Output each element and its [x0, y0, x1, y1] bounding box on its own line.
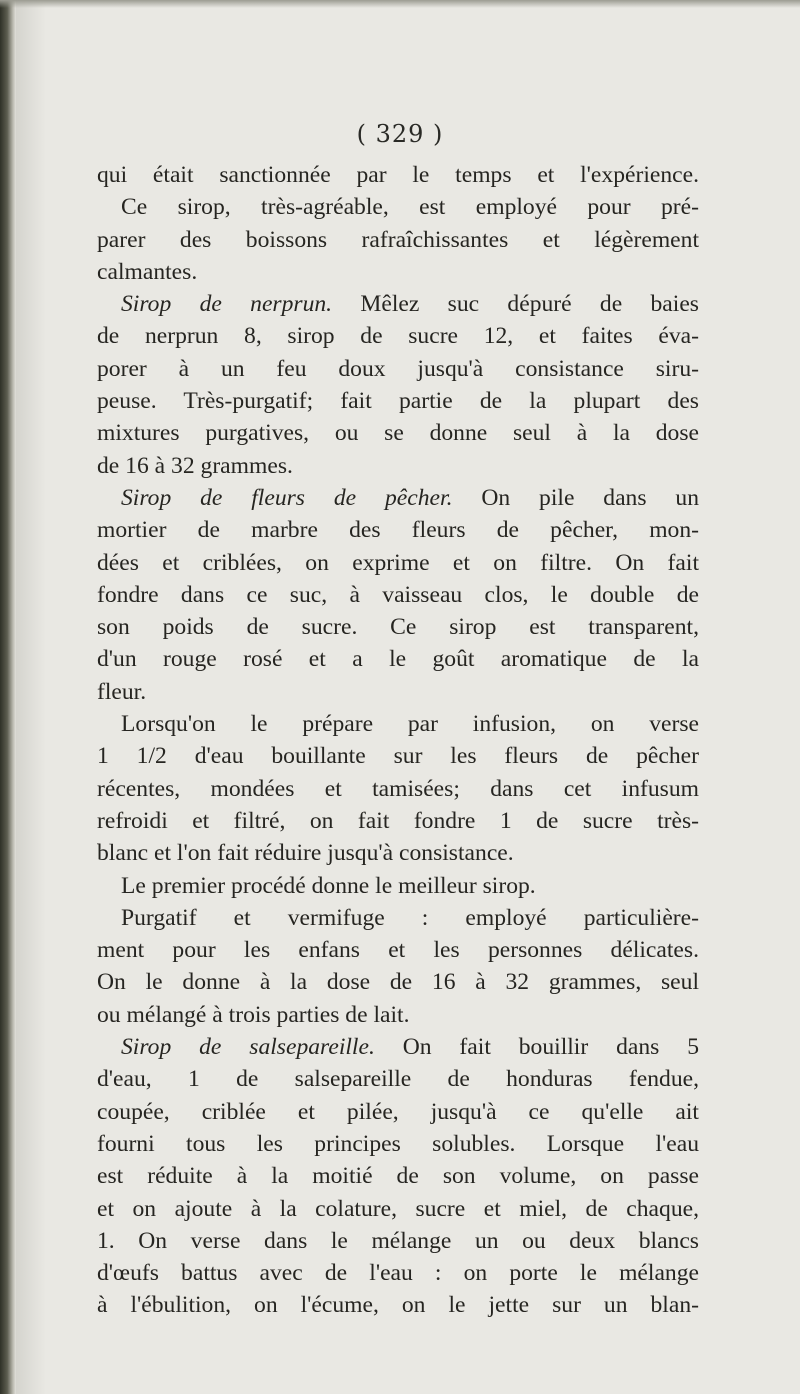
text-line-content: Mêlez suc dépuré de baies	[332, 291, 699, 318]
text-line	[97, 805, 699, 837]
text-line	[97, 934, 699, 966]
text-line-content: fondre dans ce suc, à vaisseau clos, le double de	[97, 581, 699, 608]
text-line	[97, 1128, 699, 1160]
text-line	[97, 320, 699, 352]
text-line	[97, 1257, 699, 1289]
recipe-heading: Sirop de nerprun.	[121, 291, 333, 318]
text-line-content: coupée, criblée et pilée, jusqu'à ce qu'elle ait	[97, 1098, 699, 1125]
recipe-heading: Sirop de salsepareille.	[121, 1034, 375, 1061]
text-line	[97, 417, 699, 449]
text-line-content: Purgatif et vermifuge : employé particulière-	[121, 904, 699, 931]
text-line-content: porer à un feu doux jusqu'à consistance siru-	[97, 355, 699, 382]
text-line-content: Le premier procédé donne le meilleur sirop.	[121, 872, 536, 899]
text-line-content: calmantes.	[97, 258, 198, 285]
text-line	[97, 870, 699, 902]
text-line	[97, 676, 699, 708]
text-line-content: d'un rouge rosé et a le goût aromatique de la	[97, 646, 699, 673]
text-line-content: qui était sanctionnée par le temps et l'expérience.	[97, 162, 699, 188]
text-line	[97, 514, 699, 546]
text-line-content: mixtures purgatives, ou se donne seul à la dose	[97, 420, 699, 447]
text-line-content: parer des boissons rafraîchissantes et légèrement	[97, 226, 699, 253]
text-line-content: On fait bouillir dans 5	[374, 1034, 699, 1061]
text-line	[97, 999, 699, 1031]
text-line	[97, 708, 699, 740]
text-line	[97, 159, 699, 191]
text-line	[97, 224, 699, 256]
text-line-content: et on ajoute à la colature, sucre et miel, de chaque,	[97, 1195, 699, 1222]
text-line	[97, 256, 699, 288]
book-spine	[0, 0, 16, 1394]
text-line	[97, 1193, 699, 1225]
text-line	[97, 1031, 699, 1063]
recipe-heading: Sirop de fleurs de pêcher.	[121, 484, 453, 511]
text-line-content: de 16 à 32 grammes.	[97, 452, 293, 479]
spine-shadow	[16, 0, 46, 1394]
text-line	[97, 579, 699, 611]
text-line-content: refroidi et filtré, on fait fondre 1 de sucre très-	[97, 807, 699, 834]
text-line-content: de nerprun 8, sirop de sucre 12, et faites éva-	[97, 323, 699, 350]
text-line	[97, 1063, 699, 1095]
text-line-content: à l'ébulition, on l'écume, on le jette sur un blan-	[97, 1292, 699, 1319]
body-text	[97, 159, 699, 1322]
text-line	[97, 288, 699, 320]
text-line	[97, 773, 699, 805]
text-line	[97, 450, 699, 482]
text-line-content: 1. On verse dans le mélange un ou deux blancs	[97, 1227, 699, 1254]
text-line-content: 1 1/2 d'eau bouillante sur les fleurs de pêcher	[97, 743, 699, 770]
text-line	[97, 611, 699, 643]
text-line	[97, 353, 699, 385]
text-line-content: peuse. Très-purgatif; fait partie de la plupart des	[97, 388, 699, 415]
text-line-content: fourni tous les principes solubles. Lorsque l'eau	[97, 1130, 699, 1157]
text-line-content: ou mélangé à trois parties de lait.	[97, 1001, 410, 1028]
text-line-content: récentes, mondées et tamisées; dans cet infusum	[97, 775, 699, 802]
text-line-content: mortier de marbre des fleurs de pêcher, mon-	[97, 517, 699, 544]
text-line	[97, 643, 699, 675]
text-line	[97, 191, 699, 223]
text-line	[97, 385, 699, 417]
text-line	[97, 1160, 699, 1192]
text-line	[97, 1225, 699, 1257]
text-line-content: On le donne à la dose de 16 à 32 grammes, seul	[97, 969, 699, 996]
page-number: ( 329 )	[356, 120, 444, 148]
text-line	[97, 547, 699, 579]
text-line-content: On pile dans un	[452, 484, 699, 511]
text-line-content: est réduite à la moitié de son volume, on passe	[97, 1163, 699, 1190]
text-line	[97, 1096, 699, 1128]
text-line	[97, 1289, 699, 1321]
text-line	[97, 902, 699, 934]
page-top-edge	[0, 0, 800, 8]
text-line-content: son poids de sucre. Ce sirop est transparent,	[97, 614, 699, 641]
text-line	[97, 482, 699, 514]
text-line-content: Ce sirop, très-agréable, est employé pour pré-	[121, 194, 699, 221]
text-line-content: dées et criblées, on exprime et on filtre. On fait	[97, 549, 699, 576]
text-line-content: fleur.	[97, 678, 147, 705]
text-line-content: Lorsqu'on le prépare par infusion, on verse	[121, 711, 699, 738]
text-line-content: blanc et l'on fait réduire jusqu'à consistance.	[97, 840, 514, 867]
text-line	[97, 740, 699, 772]
text-line-content: d'eau, 1 de salsepareille de honduras fendue,	[97, 1066, 699, 1093]
text-line-content: ment pour les enfans et les personnes délicates.	[97, 937, 699, 964]
text-line	[97, 837, 699, 869]
text-line-content: d'œufs battus avec de l'eau : on porte le mélange	[97, 1260, 699, 1287]
text-line	[97, 966, 699, 998]
